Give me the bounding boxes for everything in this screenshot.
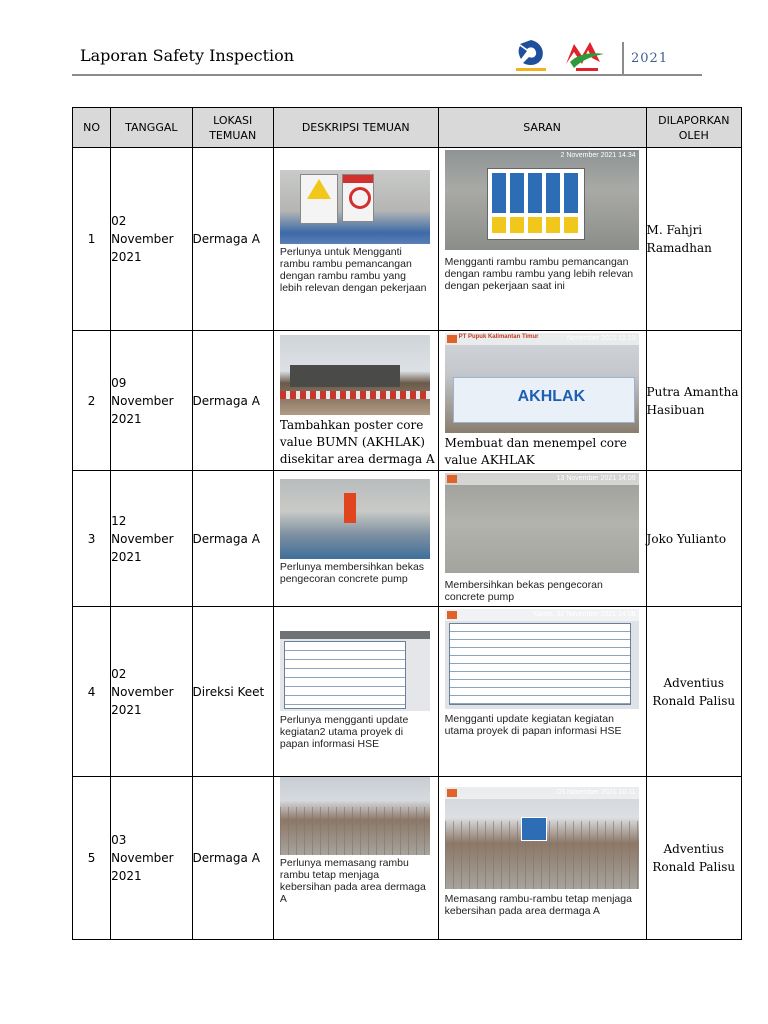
saran-cell [438, 607, 646, 777]
row-lokasi: Dermaga A [192, 471, 273, 607]
photo-timestamp: 03 November 2021 10.11 [557, 789, 636, 796]
row-dilaporkan: Adventius Ronald Palisu [646, 607, 741, 777]
row-tanggal: 09 November 2021 [111, 331, 192, 471]
deskripsi-cell [273, 777, 438, 940]
deskripsi-text: Tambahkan poster core value BUMN (AKHLAK) disekitar area dermaga A [279, 418, 435, 466]
col-header-deskripsi: DESKRIPSI TEMUAN [273, 108, 438, 148]
row-dilaporkan: Joko Yulianto [646, 471, 741, 607]
suggestion-photo [445, 150, 639, 250]
header-separator [622, 42, 624, 74]
row-no: 2 [73, 331, 111, 471]
pupuk-kaltim-logo [512, 38, 550, 74]
saran-text: Mengganti update kegiatan kegiatan utama proyek di papan informasi HSE [444, 713, 622, 737]
deskripsi-cell [273, 607, 438, 777]
table-row [73, 471, 742, 607]
col-header-tanggal: TANGGAL [111, 108, 192, 148]
row-dilaporkan: Adventius Ronald Palisu [646, 777, 741, 940]
saran-cell [438, 148, 646, 331]
row-dilaporkan: M. Fahjri Ramadhan [646, 148, 741, 331]
col-header-dilaporkan: DILAPORKAN OLEH [646, 108, 741, 148]
row-lokasi: Direksi Keet [192, 607, 273, 777]
table-row [73, 331, 742, 471]
table-row [73, 148, 742, 331]
photo-timestamp: 2 November 2021 14.34 [560, 152, 636, 159]
suggestion-photo [445, 787, 639, 889]
row-no: 4 [73, 607, 111, 777]
row-lokasi: Dermaga A [192, 777, 273, 940]
deskripsi-text: Perlunya mengganti update kegiatan2 utama proyek di papan informasi HSE [279, 714, 409, 750]
row-lokasi: Dermaga A [192, 148, 273, 331]
suggestion-photo: PT Pupuk Kalimantan Timur AKHLAK November 2021 11.13 [445, 333, 639, 433]
finding-photo [280, 479, 430, 559]
photo-banner: PT Pupuk Kalimantan Timur [445, 333, 639, 345]
row-tanggal: 02 November 2021 [111, 148, 192, 331]
saran-text: Mengganti rambu rambu pemancangan dengan rambu rambu yang lebih relevan dengan pekerjaan saat ini [444, 256, 634, 292]
deskripsi-cell [273, 471, 438, 607]
row-dilaporkan: Putra Amantha Hasibuan [646, 331, 741, 471]
finding-photo [280, 631, 430, 711]
page-title: Laporan Safety Inspection [80, 46, 295, 65]
row-no: 5 [73, 777, 111, 940]
row-tanggal: 03 November 2021 [111, 777, 192, 940]
deskripsi-text: Perlunya memasang rambu rambu tetap menjaga kebersihan pada area dermaga A [279, 857, 426, 905]
saran-cell [438, 331, 646, 471]
saran-cell [438, 471, 646, 607]
photo-timestamp: 13 November 2021 14.09 [556, 475, 636, 482]
row-no: 3 [73, 471, 111, 607]
saran-text: Memasang rambu-rambu tetap menjaga kebersihan pada area dermaga A [444, 893, 632, 917]
deskripsi-cell [273, 148, 438, 331]
table-row [73, 607, 742, 777]
deskripsi-cell [273, 331, 438, 471]
row-tanggal: 12 November 2021 [111, 471, 192, 607]
finding-photo [280, 170, 430, 244]
report-year: 2021 [631, 51, 669, 66]
saran-cell [438, 777, 646, 940]
col-header-no: NO [73, 108, 111, 148]
row-lokasi: Dermaga A [192, 331, 273, 471]
nindya-logo [560, 38, 610, 74]
suggestion-photo [445, 473, 639, 573]
header-rule [72, 74, 702, 76]
inspection-table [72, 107, 742, 940]
row-no: 1 [73, 148, 111, 331]
table-row [73, 777, 742, 940]
col-header-saran: SARAN [438, 108, 646, 148]
finding-photo [280, 335, 430, 415]
suggestion-photo [445, 609, 639, 709]
saran-text: Membersihkan bekas pengecoran concrete pump [444, 579, 603, 603]
finding-photo [280, 777, 430, 855]
photo-timestamp: Kamis, 02 November 2021 14.08 [533, 611, 636, 618]
row-tanggal: 02 November 2021 [111, 607, 192, 777]
saran-text: Membuat dan menempel core value AKHLAK [444, 436, 627, 467]
col-header-lokasi: LOKASI TEMUAN [192, 108, 273, 148]
deskripsi-text: Perlunya membersihkan bekas pengecoran concrete pump [279, 561, 425, 585]
deskripsi-text: Perlunya untuk Mengganti rambu rambu pemancangan dengan rambu rambu yang lebih relevan dengan pekerjaan [279, 246, 427, 294]
photo-timestamp: November 2021 11.13 [566, 335, 636, 342]
table-header-row [73, 108, 742, 148]
